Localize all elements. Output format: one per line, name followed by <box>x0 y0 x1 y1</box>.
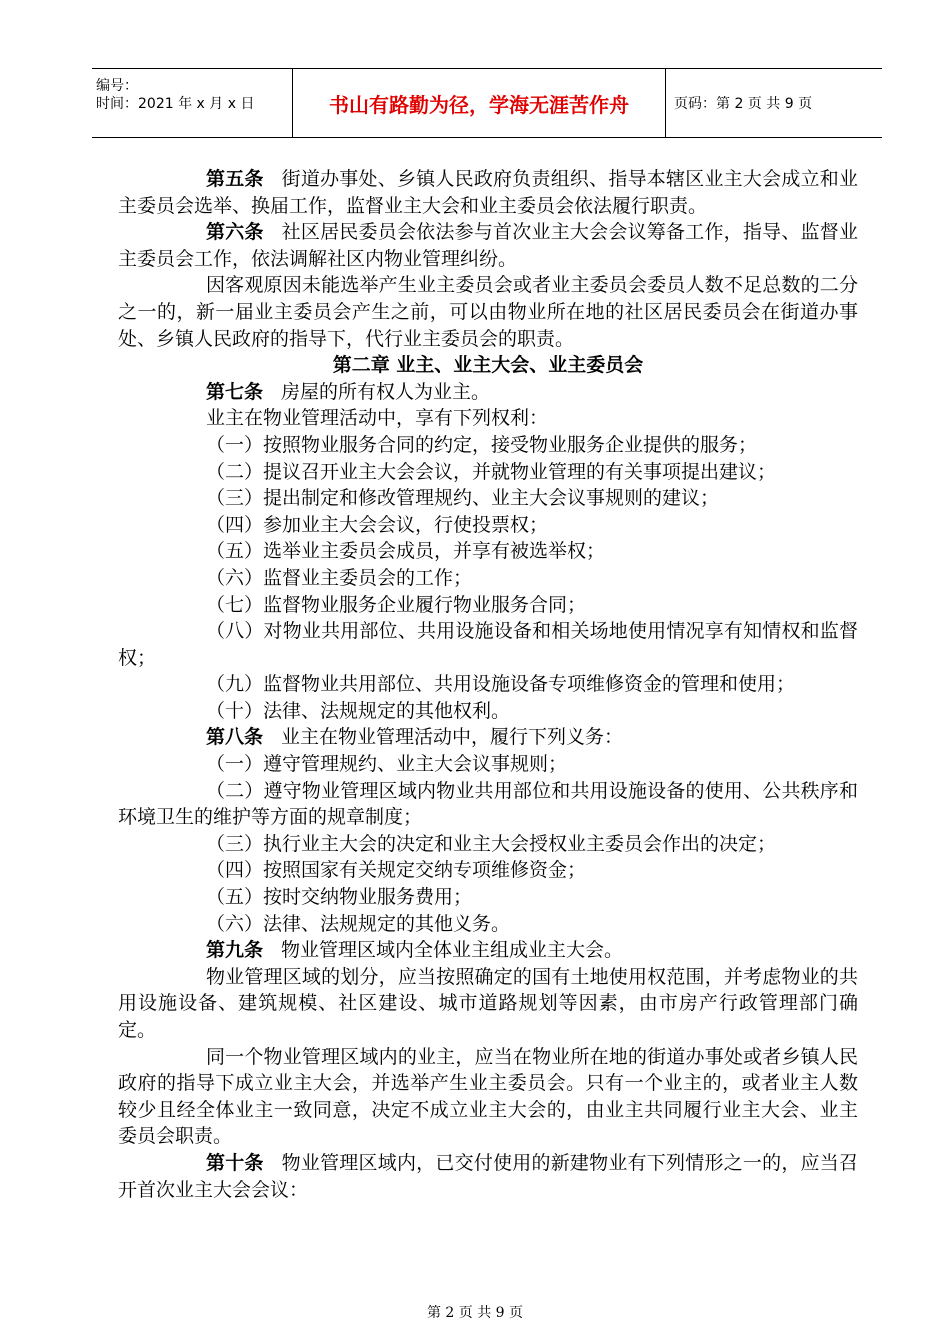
body-paragraph <box>118 565 858 592</box>
article-number: 第六条 <box>206 221 264 244</box>
body-paragraph <box>118 538 858 565</box>
page-footer: 第 2 页 共 9 页 <box>426 1305 524 1321</box>
paragraph-text: （二）提议召开业主大会会议，并就物业管理的有关事项提出建议； <box>206 460 777 483</box>
body-paragraph <box>118 432 858 459</box>
paragraph-text: （九）监督物业共用部位、共用设施设备专项维修资金的管理和使用； <box>206 673 796 696</box>
article-paragraph <box>118 219 858 272</box>
header-number: 编号： <box>96 78 138 94</box>
body-paragraph <box>118 778 858 831</box>
body-paragraph <box>118 698 858 725</box>
paragraph-text: （十）法律、法规规定的其他权利。 <box>206 699 511 722</box>
header-page-cell <box>666 69 882 137</box>
paragraph-text: 业主在物业管理活动中，履行下列义务： <box>281 726 624 749</box>
article-number: 第八条 <box>206 726 264 749</box>
body-paragraph <box>118 592 858 619</box>
body-paragraph <box>118 1044 858 1150</box>
paragraph-text: （三）提出制定和修改管理规约、业主大会议事规则的建议； <box>206 487 720 510</box>
paragraph-text: （四）参加业主大会会议，行使投票权； <box>206 513 549 536</box>
paragraph-text: 物业管理区域的划分，应当按照确定的国有土地使用权范围，并考虑物业的共用设施设备、建筑规模、社区建设、城市道路规划等因素，由市房产行政管理部门确定。 <box>118 965 858 1041</box>
paragraph-text: 业主在物业管理活动中，享有下列权利： <box>206 407 549 430</box>
body-paragraph <box>118 911 858 938</box>
body-paragraph <box>118 751 858 778</box>
paragraph-text: 房屋的所有权人为业主。 <box>281 380 491 403</box>
paragraph-text: 街道办事处、乡镇人民政府负责组织、指导本辖区业主大会成立和业主委员会选举、换届工作，监督业主大会和业主委员会依法履行职责。 <box>118 168 858 217</box>
body-paragraph <box>118 857 858 884</box>
document-body <box>118 166 858 1203</box>
body-paragraph <box>118 884 858 911</box>
article-paragraph <box>118 724 858 751</box>
chapter-heading: 第二章 业主、业主大会、业主委员会 <box>332 354 644 377</box>
body-paragraph <box>118 618 858 671</box>
body-paragraph <box>118 405 858 432</box>
header-motto: 书山有路勤为径，学海无涯苦作舟 <box>329 92 629 117</box>
paragraph-text: 物业管理区域内全体业主组成业主大会。 <box>281 939 624 962</box>
header-page-number: 页码：第 2 页 共 9 页 <box>674 96 813 112</box>
page-header <box>92 68 882 138</box>
body-paragraph <box>118 671 858 698</box>
body-paragraph <box>118 459 858 486</box>
body-paragraph <box>118 485 858 512</box>
paragraph-text: （七）监督物业服务企业履行物业服务合同； <box>206 593 587 616</box>
body-paragraph <box>118 964 858 1044</box>
article-number: 第九条 <box>206 939 264 962</box>
paragraph-text: （一）遵守管理规约、业主大会议事规则； <box>206 753 568 776</box>
paragraph-text: 因客观原因未能选举产生业主委员会或者业主委员会委员人数不足总数的二分之一的，新一届业主委员会产生之前，可以由物业所在地的社区居民委员会在街道办事处、乡镇人民政府的指导下，代行业主委员会的职责。 <box>118 274 858 350</box>
paragraph-text: （二）遵守物业管理区域内物业共用部位和共用设施设备的使用、公共秩序和环境卫生的维护等方面的规章制度； <box>118 779 858 829</box>
article-paragraph <box>118 379 858 406</box>
paragraph-text: （五）按时交纳物业服务费用； <box>206 886 473 909</box>
article-paragraph <box>118 937 858 964</box>
header-motto-cell <box>293 69 666 137</box>
paragraph-text: 物业管理区域内，已交付使用的新建物业有下列情形之一的，应当召开首次业主大会会议： <box>118 1151 858 1201</box>
paragraph-text: （四）按照国家有关规定交纳专项维修资金； <box>206 859 587 882</box>
paragraph-text: 社区居民委员会依法参与首次业主大会会议筹备工作，指导、监督业主委员会工作，依法调解社区内物业管理纠纷。 <box>118 221 858 270</box>
paragraph-text: 同一个物业管理区域内的业主，应当在物业所在地的街道办事处或者乡镇人民政府的指导下成立业主大会，并选举产生业主委员会。只有一个业主的，或者业主人数较少且经全体业主一致同意，决定不成立业主大会的，由业主共同履行业主大会、业主委员会职责。 <box>118 1045 858 1148</box>
body-paragraph <box>118 512 858 539</box>
paragraph-text: （一）按照物业服务合同的约定，接受物业服务企业提供的服务； <box>206 433 758 456</box>
article-number: 第七条 <box>206 380 264 403</box>
paragraph-text: （八）对物业共用部位、共用设施设备和相关场地使用情况享有知情权和监督权； <box>118 620 858 669</box>
article-number: 第五条 <box>206 168 264 190</box>
paragraph-text: （三）执行业主大会的决定和业主大会授权业主委员会作出的决定； <box>206 832 777 855</box>
article-paragraph <box>118 166 858 219</box>
header-time: 时间：2021 年 x 月 x 日 <box>96 96 255 112</box>
paragraph-text: （五）选举业主委员会成员，并享有被选举权； <box>206 540 606 563</box>
body-paragraph <box>118 272 858 352</box>
article-paragraph <box>118 1150 858 1203</box>
header-meta <box>92 69 293 137</box>
article-number: 第十条 <box>206 1151 264 1174</box>
paragraph-text: （六）法律、法规规定的其他义务。 <box>206 912 511 935</box>
paragraph-text: （六）监督业主委员会的工作； <box>206 566 473 589</box>
body-paragraph <box>118 831 858 858</box>
